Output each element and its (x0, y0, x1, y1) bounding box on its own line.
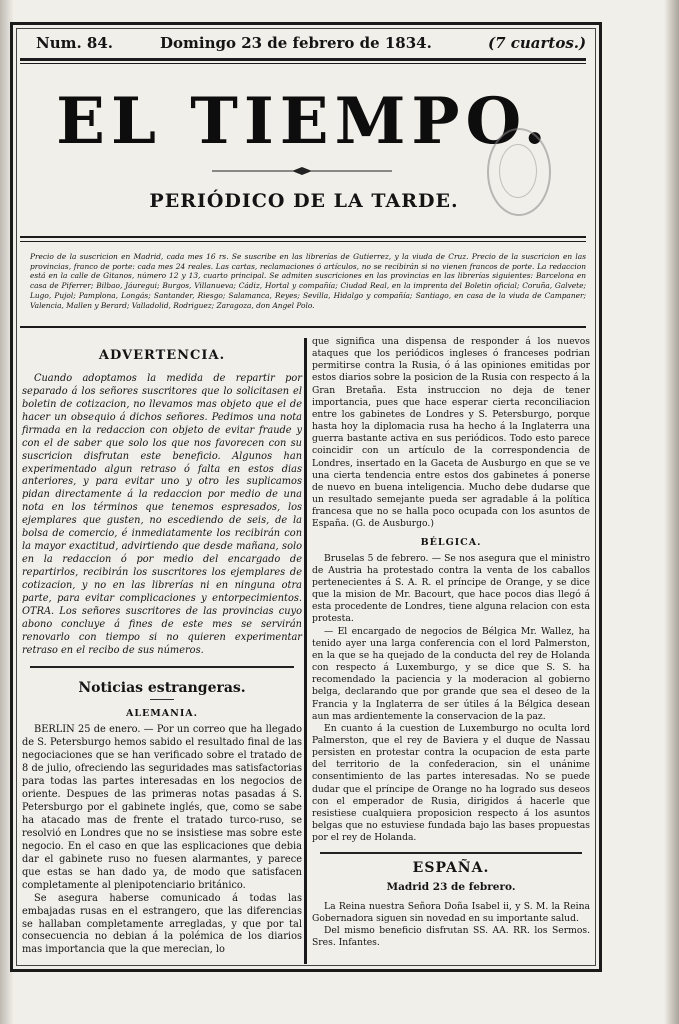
issue-price: (7 cuartos.) (488, 34, 587, 52)
espana-paragraph-2: Del mismo beneficio disfrutan SS. AA. RR. los Sermos. Sres. Infantes. (312, 925, 590, 949)
alemania-paragraph-1: BERLIN 25 de enero. — Por un correo que ha llegado de S. Petersburgo hemos sabido el resultado final de las negociaciones que se han verificado sobre el tratado de 8 de julio, ofreciendo las seguridades mas satisfactorias para todas las partes interesadas en los negocios de oriente. Despues de las primeras notas pasadas á S. Petersburgo por el gabinete inglés, que, como se sabe ha atacado mas de frente el tratado turco-ruso, se resolvió en Londres que no se insistiese mas sobre este negocio. En el caso en que las esplicaciones que debia dar el gabinete ruso no fuesen alarmantes, y parece que estas se han dado ya, de modo que satisfacen completamente al plenipotenciario británico. (22, 724, 302, 891)
notice-rule-top (20, 236, 586, 238)
section-rule-right (320, 852, 582, 854)
notice-rule-bottom (20, 326, 586, 328)
alemania-paragraph-2: Se asegura haberse comunicado á todas las embajadas rusas en el estrangero, que las diferencias se hallaban completamente arregladas, y que por tal consecuencia no debian á la polémica de los diarios mas importancia que la que merecian, lo (22, 892, 302, 956)
newspaper-title: EL TIEMPO. (56, 84, 552, 159)
madrid-dateline: Madrid 23 de febrero. (386, 880, 516, 893)
header-rule (20, 58, 586, 61)
advertencia-text: Cuando adoptamos la medida de repartir por separado á los señores suscritores que lo solicitasen el boletin de cotizacion, no llevamos mas objeto que el de hacer un obsequio á dichos señores. Pedimos una nota firmada en la redaccion con objeto de evitar fraude y con el de saber que solo los que nos favorecen con su suscricion disfrutan este beneficio. Algunos han experimentado algun retraso ó falta en estos dias anteriores, y para evitar uno y otro les suplicamos pidan directamente á la redaccion por medio de una nota en los términos que tenemos espresados, los ejemplares que gusten, no escediendo de seis, de la bolsa de comercio, é inmediatamente los recibirán con la mayor exactitud, advirtiendo que desde mañana, solo en la redaccion ó por medio del encargado de repartirlos, recibirán los suscritores los ejemplares de cotizacion, y no en las librerías ni en ninguna otra parte, para evitar complicaciones y entorpecimientos. OTRA. Los señores suscritores de las provincias cuyo abono concluye á fines de este mes se servirán renovarlo con tiempo si no quieren experimentar retraso en el recibo de sus números. (22, 372, 302, 656)
issue-date: Domingo 23 de febrero de 1834. (160, 34, 432, 52)
page-edge-right (664, 0, 679, 1024)
continued-text: que significa una dispensa de responder á los nuevos ataques que los periódicos ingleses ó franceses podrian permitirse contra la Rusia, ó á las opiniones emitidas por estos diarios sobre la posicion de la Rusia con respecto á la Gran Bretaña. Esta instruccion no deja de tener importancia, pues que hace esperar cierta reconciliacion entre los gabinetes de Londres y S. Petersburgo, porque hasta hoy la diplomacia rusa ha hecho á la Inglaterra una guerra bastante activa en sus periódicos. Todo esto parece coincidir con un artículo de la correspondencia de Londres, insertado en la Gaceta de Ausburgo en que se ve una cierta tendencia entre estos dos gabinetes á ponerse de nuevo en buena inteligencia. Mucho debe dudarse que un resultado semejante pueda ser agradable á la política francesa que no se halla poco ocupada con los asuntos de España. (G. de Ausburgo.) (312, 336, 590, 530)
left-column (22, 346, 302, 957)
short-rule (150, 699, 174, 700)
noticias-heading: Noticias estrangeras. (78, 679, 246, 696)
ornament-divider (212, 166, 392, 176)
belgica-paragraph-1: Bruselas 5 de febrero. — Se nos asegura que el ministro de Austria ha protestado contra la venta de los caballos pertenecientes á S. A. R. el príncipe de Orange, y se dice que la mision de Mr. Bacourt, que hace pocos dias llegó á esta procedente de Londres, tiene alguna relacion con esta protesta. (312, 552, 590, 625)
subscription-notice: Precio de la suscricion en Madrid, cada mes 16 rs. Se suscribe en las librerías de Gutierrez, y la viuda de Cruz. Precio de la suscricion en las provincias, franco de porte: cada mes 24 reales. Las cartas, reclamaciones ó artículos, no se recibirán si no vienen francos de porte. La redaccion está en la calle de Gitanos, número 12 y 13, cuarto principal. Se admiten suscriciones en las provincias en las librerías siguientes: Barcelona en casa de Piferrer; Bilbao, Jáuregui; Burgos, Villanueva; Cádiz, Hortal y compañía; Ciudad Real, en la imprenta del Boletin oficial; Coruña, Galvete; Lugo, Pujol; Pamplona, Longás; Santander, Riesgo; Salamanca, Reyes; Sevilla, Hidalgo y compañía; Santiago, en casa de la viuda de Campaner; Valencia, Mallen y Berard; Valladolid, Rodriguez; Zaragoza, don Angel Polo. (30, 252, 586, 310)
right-column (312, 336, 590, 949)
advertencia-heading: ADVERTENCIA. (98, 348, 226, 363)
issue-number: Num. 84. (36, 34, 114, 52)
espana-heading: ESPAÑA. (412, 860, 490, 877)
belgica-paragraph-2: — El encargado de negocios de Bélgica Mr. Wallez, ha tenido ayer una larga conferencia con el lord Palmerston, en la que se ha quejado de la conducta del rey de Holanda con respecto á Luxemburgo, y se dice que S. S. ha recomendado la paciencia y la moderacion al gobierno belga, declarando que por grande que sea el deseo de la Francia y la Inglaterra de ser útiles á la Bélgica desean aun mas ardientemente la conservacion de la paz. (312, 625, 590, 722)
header-rule-thin (20, 63, 586, 64)
espana-paragraph-1: La Reina nuestra Señora Doña Isabel ii, y S. M. la Reina Gobernadora siguen sin novedad en su importante salud. (312, 900, 590, 924)
alemania-heading: ALEMANIA. (126, 707, 198, 719)
column-divider (304, 338, 307, 964)
section-rule (30, 666, 294, 668)
belgica-heading: BÉLGICA. (420, 536, 482, 548)
belgica-paragraph-3: En cuanto á la cuestion de Luxemburgo no oculta lord Palmerston, que el rey de Baviera y el duque de Nassau persisten en protestar contra la ocupacion de esta parte del territorio de la confederacion, sin el unánime consentimiento de las partes interesadas. No se puede dudar que el príncipe de Orange no ha logrado sus deseos con el emperador de Rusia, dirigidos á hacerle que resistiese cualquiera proposicion respecto á los asuntos belgas que no estuviese fundada bajo las bases propuestas por el rey de Holanda. (312, 722, 590, 844)
newspaper-subtitle: PERIÓDICO DE LA TARDE. (149, 190, 459, 212)
notice-rule-top-thin (20, 241, 586, 242)
